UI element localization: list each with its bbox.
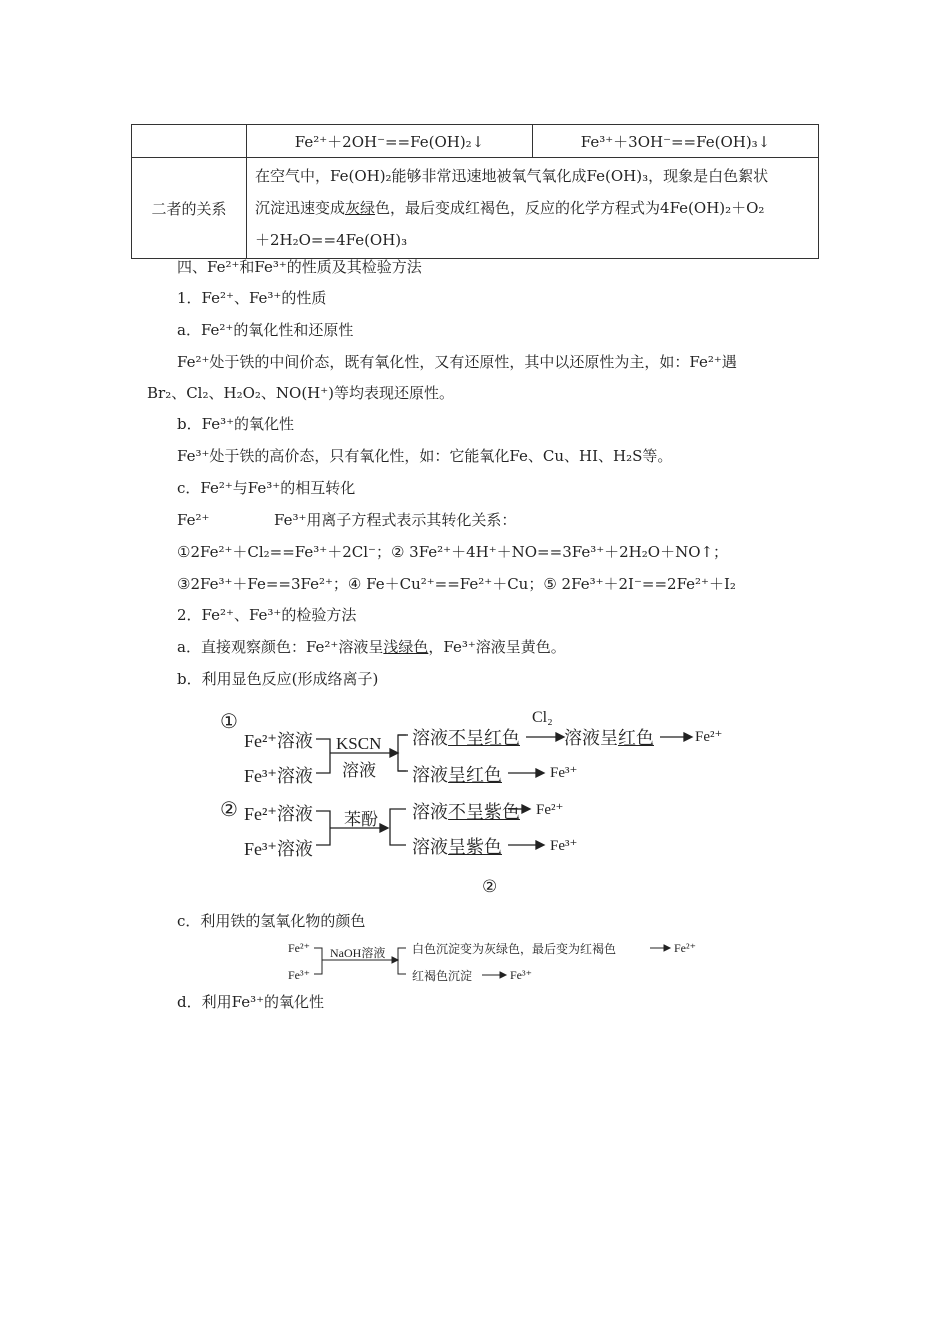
cl2-reagent: Cl₂ — [532, 709, 553, 726]
relationship-line-1: 在空气中，Fe(OH)₂能够非常迅速地被氧气氧化成Fe(OH)₃，现象是白色絮状 — [255, 167, 769, 185]
fe3-solution-2: Fe³⁺溶液 — [244, 839, 313, 859]
row1-result-2 — [564, 724, 654, 750]
equations-line-2: ③2Fe³⁺＋Fe==3Fe²⁺；④ Fe＋Cu²⁺==Fe²⁺＋Cu；⑤ 2Fe³⁺＋2I⁻==2Fe²⁺＋I₂ — [177, 575, 736, 593]
relationship-label: 二者的关系 — [132, 158, 247, 259]
row2-result-prefix: 溶液 — [412, 765, 448, 785]
output-fe3-2: Fe³⁺ — [550, 838, 578, 854]
row1-result-prefix: 溶液 — [412, 728, 448, 748]
pale-green-underlined: 浅绿色 — [383, 638, 429, 656]
not-red-underlined: 不呈红色 — [448, 728, 520, 748]
output-fe3: Fe³⁺ — [510, 968, 532, 982]
fe2-label: Fe²⁺ — [288, 941, 310, 955]
equations-line-1: ①2Fe²⁺＋Cl₂==Fe³⁺＋2Cl⁻；② 3Fe²⁺＋4H⁺＋NO==3Fe³⁺＋2H₂O＋NO↑； — [177, 543, 729, 561]
table-cell-empty — [132, 125, 247, 158]
item-b-paragraph: Fe³⁺处于铁的高价态，只有氧化性，如：它能氧化Fe、Cu、HI、H₂S等。 — [177, 447, 673, 465]
fe2-observation: 白色沉淀变为灰绿色，最后变为红褐色 — [412, 942, 617, 956]
item-a-heading: a．Fe²⁺的氧化性和还原性 — [177, 321, 354, 339]
kscn-solution-label: 溶液 — [342, 761, 376, 780]
fe2-precipitation-equation: Fe²⁺＋2OH⁻==Fe(OH)₂↓ — [247, 125, 533, 158]
not-purple-underlined: 不呈紫色 — [448, 802, 520, 822]
fe3-solution-1: Fe³⁺溶液 — [244, 766, 313, 786]
item-a-paragraph-2: Br₂、Cl₂、H₂O₂、NO(H⁺)等均表现还原性。 — [147, 384, 455, 402]
row4-result — [412, 833, 502, 859]
detection-a-tail: ，Fe³⁺溶液呈黄色。 — [428, 638, 566, 656]
purple-underlined: 呈紫色 — [448, 837, 502, 857]
detection-a-text: a．直接观察颜色：Fe²⁺溶液呈 — [177, 638, 384, 656]
subsection-1-heading: 1．Fe²⁺、Fe³⁺的性质 — [177, 289, 327, 307]
diagram-caption: ② — [482, 877, 498, 896]
properties-table — [131, 124, 819, 259]
relationship-line-2b: 色，最后变成红褐色，反应的化学方程式为4Fe(OH)₂＋O₂ — [375, 199, 765, 217]
output-fe2: Fe²⁺ — [674, 941, 696, 955]
row1-result — [412, 724, 520, 750]
relationship-line-2 — [255, 192, 810, 224]
output-fe2-2: Fe²⁺ — [536, 802, 564, 818]
hydroxide-diagram — [288, 938, 708, 988]
detection-b-heading: b．利用显色反应(形成络离子) — [177, 670, 379, 688]
relationship-line-3: ＋2H₂O==4Fe(OH)₃ — [255, 231, 408, 249]
relationship-text — [247, 158, 819, 259]
row2-result — [412, 761, 502, 787]
detection-c-heading: c．利用铁的氢氧化物的颜色 — [177, 912, 366, 930]
output-fe2-1: Fe²⁺ — [695, 729, 723, 745]
relationship-line-2a: 沉淀迅速变成 — [255, 199, 346, 217]
kscn-reagent: KSCN — [336, 734, 382, 753]
item-c-heading: c．Fe²⁺与Fe³⁺的相互转化 — [177, 479, 356, 497]
row4-result-prefix: 溶液 — [412, 837, 448, 857]
fe3-observation: 红褐色沉淀 — [412, 969, 473, 983]
fe3-label: Fe³⁺ — [288, 968, 310, 982]
item-b-heading: b．Fe³⁺的氧化性 — [177, 415, 294, 433]
fe2-solution-1: Fe²⁺溶液 — [244, 731, 313, 751]
phenol-reagent: 苯酚 — [344, 810, 378, 829]
item-a-paragraph-1: Fe²⁺处于铁的中间价态，既有氧化性，又有还原性，其中以还原性为主，如：Fe²⁺遇 — [177, 353, 737, 371]
conversion-right-text: Fe³⁺用离子方程式表示其转化关系： — [274, 511, 517, 529]
row3-result-prefix: 溶液 — [412, 802, 448, 822]
fe2-solution-2: Fe²⁺溶液 — [244, 804, 313, 824]
row1-result-2-prefix: 溶液呈 — [564, 728, 618, 748]
red-underlined: 红色 — [618, 728, 654, 748]
section-four-heading: 四、Fe²⁺和Fe³⁺的性质及其检验方法 — [177, 258, 422, 276]
detection-a-line — [177, 637, 566, 657]
output-fe3-1: Fe³⁺ — [550, 765, 578, 781]
detection-d-heading: d．利用Fe³⁺的氧化性 — [177, 993, 324, 1011]
fe3-precipitation-equation: Fe³⁺＋3OH⁻==Fe(OH)₃↓ — [533, 125, 819, 158]
marker-2: ② — [220, 799, 238, 821]
marker-1: ① — [220, 711, 238, 733]
row3-result — [412, 798, 520, 824]
color-reaction-diagram — [218, 705, 738, 865]
shows-red-underlined: 呈红色 — [448, 765, 502, 785]
grey-green-underlined: 灰绿 — [345, 199, 376, 217]
subsection-2-heading: 2．Fe²⁺、Fe³⁺的检验方法 — [177, 606, 357, 624]
naoh-reagent: NaOH溶液 — [330, 946, 386, 960]
conversion-left-ion: Fe²⁺ — [177, 511, 210, 529]
